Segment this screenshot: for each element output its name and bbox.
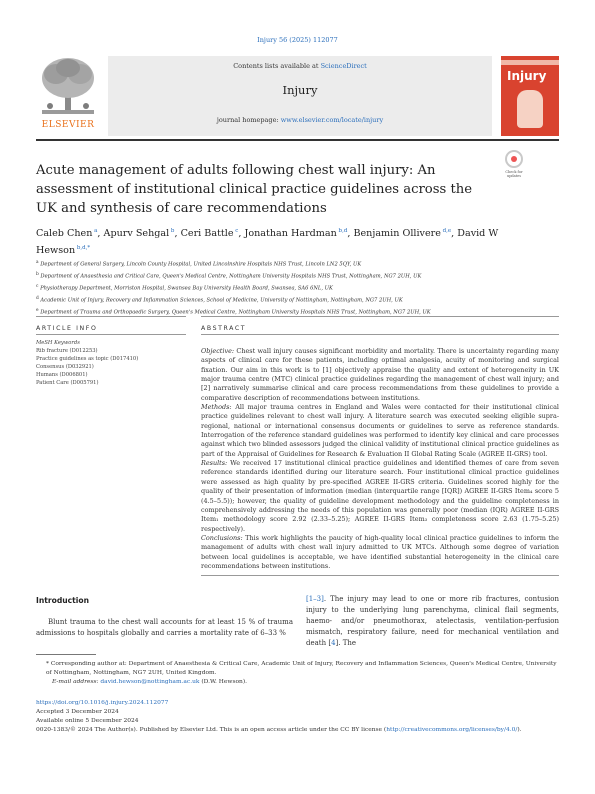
intro-text-left: Blunt trauma to the chest wall accounts for at least 15 % of trauma admissions to hospitals globally and carries a mortality rate of 6–33 %: [36, 618, 293, 637]
homepage-prefix: journal homepage:: [216, 116, 281, 124]
article-title: Acute management of adults following chest wall injury: An assessment of institutional clinical practice guidelines across the UK and synthesis of care recommendations: [36, 163, 473, 216]
cover-figure: [517, 90, 543, 128]
author-separator: ,: [97, 228, 104, 240]
author-separator: ,: [238, 228, 245, 240]
author-name[interactable]: David W Hewson: [36, 228, 499, 257]
affiliation-marker: e: [36, 307, 39, 313]
publication-info: [36, 699, 559, 735]
affiliation-marker: d: [36, 295, 39, 301]
crossmark-label: Check for updates: [505, 170, 523, 178]
intro-paragraph-end: ]. The: [335, 639, 357, 647]
cover-title: Injury: [507, 69, 547, 83]
abstract-objective: [201, 347, 559, 403]
author-separator: ,: [174, 228, 181, 240]
affiliation-item: [36, 294, 556, 306]
license-line: [36, 726, 559, 735]
keyword-item: Patient Care (D005791): [36, 380, 99, 386]
affiliation-list: [36, 258, 556, 318]
affiliation-text: Department of Trauma and Orthopaedic Surgery, Queen's Medical Centre, Nottingham University Hospitals NHS Trust, Nottingham, NG7 2UH, UK: [38, 309, 431, 316]
journal-header: [36, 56, 559, 136]
doi-link[interactable]: https://doi.org/10.1016/j.injury.2024.112077: [36, 700, 169, 706]
author-separator: ,: [347, 228, 354, 240]
author-affil-ref[interactable]: b,d: [336, 228, 348, 234]
homepage-link[interactable]: www.elsevier.com/locate/injury: [280, 116, 384, 124]
crossmark-icon: [505, 150, 523, 168]
abstract-section-label: Results:: [201, 459, 228, 468]
corresponding-author-note: * Corresponding author at: Department of Anaesthesia & Critical Care, Academic Unit of Injury, Recovery and Inflammation Sciences, Queen's Medical Centre, University of Nottingham, Nottingham, NG7 2UH, United Kingdom.: [46, 661, 557, 676]
elsevier-tree-icon: [36, 56, 100, 118]
intro-paragraph-text: . The injury may lead to one or more rib fractures, contusion injury to the underlying lung parenchyma, clinical flail segments, haemo- and/or pneumothorax, atelectasis, ventilation-perfusion mismatch, respiratory failure, need for mechanical ventilation and death [: [306, 595, 559, 647]
affiliation-text: Physiotherapy Department, Morriston Hospital, Swansea Bay University Health Board, Swansea, SA6 6NL, UK: [38, 285, 333, 292]
homepage-line: [108, 116, 492, 124]
author-name[interactable]: Benjamin Ollivere: [353, 228, 441, 240]
header-divider: [36, 139, 559, 141]
author-affil-ref[interactable]: b,d,*: [75, 245, 91, 252]
email-line: [36, 678, 559, 687]
accepted-date: Accepted 3 December 2024: [36, 709, 119, 715]
contents-prefix: Contents lists available at: [233, 62, 321, 70]
citation-link[interactable]: 4: [331, 639, 336, 647]
affiliation-marker: c: [36, 283, 39, 289]
citation-link[interactable]: [1–3]: [306, 595, 324, 603]
journal-title: Injury: [282, 83, 318, 97]
email-suffix: (D.W. Hewson).: [199, 679, 247, 685]
affiliation-marker: b: [36, 271, 39, 277]
affiliation-marker: a: [36, 260, 39, 265]
elsevier-wordmark: ELSEVIER: [41, 120, 95, 130]
abstract-section-text: All major trauma centres in England and Wales were contacted for their institutional clinical practice guidelines relevant to chest wall injury. A literature search was executed seeking eligible supra-regional, national or international consensus documents or guidelines to serve as reference standards. Interrogation of the reference standard guidelines was performed to identify key clinical and care processes against which two blinded assessors judged the clinical validity of institutional clinical practice guidelines as part of the Appraisal of Guidelines for Research & Evaluation II Global Rating Scale (AGREE II-GRS) tool.: [201, 403, 559, 458]
author-affil-ref[interactable]: c: [233, 228, 239, 234]
keyword-item: Rib fracture (D012253): [36, 348, 98, 354]
abstract-rule-bottom: [201, 575, 559, 576]
affiliation-item: [36, 258, 556, 270]
elsevier-logo[interactable]: [36, 56, 100, 136]
keywords-heading: MeSH Keywords: [36, 340, 80, 346]
author-name[interactable]: Jonathan Hardman: [244, 228, 337, 240]
abstract-results: [201, 459, 559, 534]
crossmark-badge[interactable]: [500, 148, 528, 182]
license-link[interactable]: http://creativecommons.org/licenses/by/4.0/: [386, 727, 518, 733]
abstract-body: [201, 347, 559, 571]
footnote-rule: [36, 654, 96, 655]
author-affil-ref[interactable]: a: [92, 228, 98, 234]
journal-citation[interactable]: Injury 56 (2025) 112077: [257, 36, 338, 44]
abstract-section-label: Objective:: [201, 347, 235, 355]
author-separator: ,: [451, 228, 458, 240]
abstract-conclusions: [201, 534, 559, 571]
license-prefix: 0020-1383/© 2024 The Author(s). Published by Elsevier Ltd. This is an open access article under the CC BY license (: [36, 727, 387, 733]
journal-banner: [108, 56, 492, 136]
abstract-section-text: This work highlights the paucity of high-quality local clinical practice guidelines to inform the management of adults with chest wall injury admitted to UK MTCs. Although some degree of variation between local guidelines is acceptable, we have identified substantial heterogeneity in the clinical care recommendations between institutions.: [201, 533, 559, 570]
online-date: Available online 5 December 2024: [36, 718, 139, 724]
keywords-block: [36, 339, 186, 387]
intro-text-right: [306, 594, 559, 649]
author-name[interactable]: Caleb Chen: [36, 228, 93, 240]
author-affil-ref[interactable]: d,e: [440, 228, 452, 234]
article-info-rule-top: [36, 316, 186, 317]
abstract-section-label: Methods:: [201, 403, 232, 412]
author-name[interactable]: Apurv Sehgal: [103, 228, 170, 240]
author-affil-ref[interactable]: b: [169, 228, 175, 234]
affiliation-text: Department of Anaesthesia and Critical Care, Queen's Medical Centre, Nottingham University Hospitals NHS Trust, Nottingham, NG7 2UH, UK: [38, 273, 422, 280]
introduction-heading: Introduction: [36, 596, 90, 605]
keyword-item: Humans (D006801): [36, 372, 88, 378]
cover-band: [501, 60, 559, 65]
license-suffix: ).: [517, 727, 522, 733]
abstract-heading: ABSTRACT: [201, 325, 247, 332]
abstract-methods: [201, 403, 559, 459]
affiliation-item: [36, 282, 556, 294]
journal-cover-image[interactable]: [501, 56, 559, 136]
article-info-rule: [36, 334, 186, 335]
affiliation-text: Department of General Surgery, Lincoln County Hospital, United Lincolnshire Hospitals NHS Trust, Lincoln LN2 5QY, UK: [38, 261, 362, 268]
footnotes: [36, 660, 559, 687]
author-list: [36, 224, 516, 258]
abstract-rule-top: [201, 316, 559, 317]
author-name[interactable]: Ceri Battle: [180, 228, 234, 240]
affiliation-item: [36, 270, 556, 282]
keyword-item: Practice guidelines as topic (D017410): [36, 356, 139, 362]
contents-line: [108, 62, 492, 70]
abstract-section-label: Conclusions:: [201, 533, 243, 542]
article-info-heading: ARTICLE INFO: [36, 325, 98, 332]
abstract-section-text: Chest wall injury causes significant morbidity and mortality. There is uncertainty regarding many aspects of clinical care for these patients, including optimal analgesia, acuity of monitoring and surgical fixation. Our aim in this work is to [1] objectively appraise the quality and extent of heterogeneity in UK major trauma centre (MTC) clinical practice guidelines regarding the management of chest wall injury; and [2] narratively summarise clinical and care process recommendations from these guidelines to provide a comparative description of recommendations between institutions.: [201, 347, 559, 402]
abstract-rule: [201, 334, 559, 335]
email-link[interactable]: david.hewson@nottingham.ac.uk: [100, 679, 200, 685]
abstract-section-text: We received 17 institutional clinical practice guidelines and identified themes of care from seven reference standards identified during our literature search. Four institutional clinical practice guidelines were assessed as high quality by pre-specified AGREE II-GRS criteria. Guidelines scored highly for the quality of their presentation of information (median (interquartile range [IQR]) AGREE II-GRS Item₄ score 5 (4.5–5.5)); however, the quality of guideline development methodology and the guideline completeness in comprehensively addressing the needs of this population was generally poor (median (IQR) AGREE II-GRS Item₁ methodology score 2.92 (2.33–5.25); AGREE II-GRS Item₃ completeness score 2.63 (1.75–5.25) respectively).: [201, 459, 559, 533]
email-label: E-mail address:: [52, 679, 101, 685]
keyword-item: Consensus (D032921): [36, 364, 94, 370]
sciencedirect-link[interactable]: ScienceDirect: [320, 62, 367, 70]
affiliation-text: Academic Unit of Injury, Recovery and Inflammation Sciences, School of Medicine, University of Nottingham, Nottingham, NG7 2UH, UK: [38, 297, 403, 304]
